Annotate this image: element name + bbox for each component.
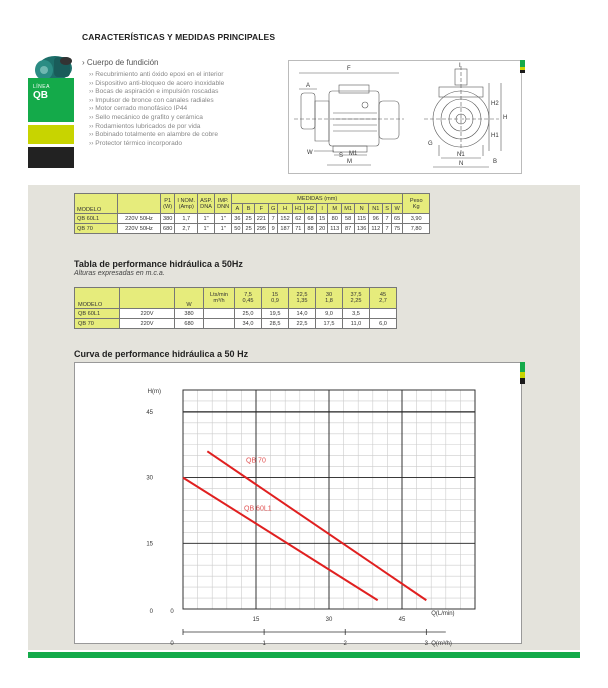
col-dim: B <box>243 204 254 214</box>
cell-head: 25,0 <box>235 309 262 319</box>
flow-m3h: 1,35 <box>296 298 308 304</box>
col-dim: H2 <box>304 204 316 214</box>
dim-label-A: A <box>306 83 311 89</box>
flow-lmin: 15 <box>271 292 279 298</box>
cell-head: 19,5 <box>262 309 289 319</box>
cell-dim: 50 <box>232 224 243 234</box>
col-dim: H1 <box>292 204 304 214</box>
col-dim: A <box>232 204 243 214</box>
col-modelo: MODELO <box>75 288 120 309</box>
col-flow <box>289 288 316 309</box>
cell-dim: 187 <box>278 224 292 234</box>
dim-label-B: B <box>493 159 498 165</box>
col-flow <box>235 288 262 309</box>
cell-modelo: QB 60L1 <box>75 309 120 319</box>
table-row <box>75 224 430 234</box>
dim-label-I: I <box>459 63 461 69</box>
cell-head: 3,5 <box>343 309 370 319</box>
feature-list <box>82 58 224 148</box>
cell-head: 14,0 <box>289 309 316 319</box>
brand-color-lime <box>28 125 74 144</box>
cell-dim: 20 <box>317 224 328 234</box>
col-flow <box>316 288 343 309</box>
flow-m3h: 2,7 <box>379 298 387 304</box>
col-dim: F <box>254 204 268 214</box>
x2-tick-label: 1 <box>262 641 266 647</box>
cell-head: 6,0 <box>370 319 397 329</box>
col-asp-unit: DNA <box>200 203 212 210</box>
labels-layer <box>146 389 454 647</box>
col-asp <box>198 194 215 214</box>
feature-item: ›› Sello mecánico de grafito y cerámica <box>89 113 203 121</box>
feature-item: ›› Impulsor de bronce con canales radiales <box>89 96 214 104</box>
cell-dim: 115 <box>354 214 368 224</box>
col-w: W <box>175 288 204 309</box>
cell-dim: 62 <box>292 214 304 224</box>
cell-dim: 15 <box>317 214 328 224</box>
chart-svg <box>75 363 521 647</box>
dim-label-H2: H2 <box>491 101 499 107</box>
col-asp-label: ASP. <box>200 197 213 204</box>
cell-asp: 1" <box>198 214 215 224</box>
cell-head: 34,0 <box>235 319 262 329</box>
col-imp <box>215 194 232 214</box>
feature-item: ›› Rodamientos lubricados de por vida <box>89 122 201 130</box>
col-imp-unit: DNN <box>217 203 230 210</box>
cell-dim: 25 <box>243 214 254 224</box>
cell-w: 380 <box>175 309 204 319</box>
col-peso <box>403 194 430 214</box>
y-tick-label: 15 <box>146 541 153 548</box>
cell-dim: 88 <box>304 224 316 234</box>
dim-label-W: W <box>307 150 313 156</box>
flow-m3h: 0,9 <box>271 298 279 304</box>
spec-header-row-1 <box>75 194 430 204</box>
cell-dim: 7 <box>383 224 392 234</box>
dim-label-H1: H1 <box>491 133 499 139</box>
y-tick-label: 45 <box>146 409 153 416</box>
cell-units <box>204 319 235 329</box>
cell-dim: 221 <box>254 214 268 224</box>
x-tick-label: 45 <box>398 617 406 623</box>
x-tick-label: 30 <box>325 617 333 623</box>
cell-dim: 96 <box>369 214 383 224</box>
table-row <box>75 214 430 224</box>
col-modelo: MODELO <box>75 194 118 214</box>
col-dim: S <box>383 204 392 214</box>
page-title: CARACTERÍSTICAS Y MEDIDAS PRINCIPALES <box>82 32 276 42</box>
cell-dim: 36 <box>232 214 243 224</box>
perf-header-row <box>75 288 397 309</box>
feature-item: ›› Bocas de aspiración e impulsión roscadas <box>89 88 219 96</box>
brand-stripes-chart <box>520 362 525 384</box>
table-row <box>75 319 397 329</box>
cell-dim: 58 <box>342 214 355 224</box>
col-dim: W <box>391 204 402 214</box>
cell-peso: 7,80 <box>403 224 430 234</box>
brand-stripes-top <box>520 60 525 73</box>
dim-label-N: N <box>459 161 464 167</box>
cell-imp: 1" <box>215 214 232 224</box>
curve-qb-70 <box>207 451 426 600</box>
cell-p1: 380 <box>161 214 175 224</box>
dimension-drawing <box>288 60 522 174</box>
col-p1-unit: (W) <box>163 203 173 210</box>
curve-label-qb-70: QB 70 <box>246 457 266 465</box>
col-units <box>204 288 235 309</box>
cell-dim: 112 <box>369 224 383 234</box>
y-tick-label: 0 <box>149 609 153 615</box>
cell-imp: 1" <box>215 224 232 234</box>
feature-item: ›› Recubrimiento anti óxido epoxi en el interior <box>89 71 224 78</box>
cell-modelo: QB 70 <box>75 319 120 329</box>
units-m3h: m³/h <box>213 298 225 304</box>
cell-head: 28,5 <box>262 319 289 329</box>
x-axis-label: Q(L/min) <box>431 611 455 617</box>
col-inom-unit: (Amp) <box>178 203 194 210</box>
perf-table-title: Tabla de performance hidráulica a 50Hz <box>74 259 243 269</box>
cell-dim: 68 <box>304 214 316 224</box>
cell-head: 9,0 <box>316 309 343 319</box>
col-dim: M <box>328 204 342 214</box>
flow-m3h: 1,8 <box>325 298 333 304</box>
cell-dim: 75 <box>391 224 402 234</box>
col-p1-label: P1 <box>164 197 172 204</box>
performance-table <box>74 287 397 329</box>
cell-power: 220V 50Hz <box>118 214 161 224</box>
cell-dim: 80 <box>328 214 342 224</box>
col-voltage <box>120 288 175 309</box>
units-lmin: Lts/min <box>209 292 229 298</box>
cell-inom: 1,7 <box>175 214 198 224</box>
dim-label-N1: N1 <box>457 152 465 158</box>
col-flow <box>262 288 289 309</box>
col-flow <box>370 288 397 309</box>
col-dim: I <box>317 204 328 214</box>
cell-w: 680 <box>175 319 204 329</box>
cell-voltage: 220V <box>120 309 175 319</box>
series-layer <box>183 451 426 600</box>
x-tick-label: 15 <box>252 617 260 623</box>
flow-lmin: 22,5 <box>296 292 308 298</box>
brand-color-black <box>28 147 74 168</box>
perf-table-subtitle: Alturas expresadas en m.c.a. <box>74 270 165 277</box>
y-axis-label: H(m) <box>147 389 161 395</box>
dim-label-S: S <box>339 153 344 159</box>
col-dim: H <box>278 204 292 214</box>
cell-dim: 71 <box>292 224 304 234</box>
table-row <box>75 309 397 319</box>
line-badge-label: LÍNEA <box>33 84 50 90</box>
cell-dim: 65 <box>391 214 402 224</box>
col-dim: G <box>269 204 278 214</box>
feature-item: ›› Protector térmico incorporado <box>89 139 183 147</box>
cell-head <box>370 309 397 319</box>
col-inom-label: I NOM. <box>177 197 196 204</box>
cell-head: 17,5 <box>316 319 343 329</box>
spec-table <box>74 193 430 234</box>
cell-dim: 7 <box>269 214 278 224</box>
flow-m3h: 2,25 <box>350 298 362 304</box>
x2-tick-label: 2 <box>343 641 347 647</box>
line-badge-name: QB <box>33 90 48 101</box>
cell-head: 22,5 <box>289 319 316 329</box>
dim-label-G: G <box>428 141 433 147</box>
x2-tick-label: 3 <box>424 641 429 647</box>
cell-inom: 2,7 <box>175 224 198 234</box>
flow-lmin: 30 <box>325 292 333 298</box>
flow-m3h: 0,45 <box>242 298 254 304</box>
col-power <box>118 194 161 214</box>
col-dim: N1 <box>369 204 383 214</box>
performance-curve-chart <box>74 362 522 647</box>
cell-dim: 25 <box>243 224 254 234</box>
col-medidas: MEDIDAS (mm) <box>232 194 403 204</box>
cell-voltage: 220V <box>120 319 175 329</box>
cell-units <box>204 309 235 319</box>
cell-dim: 136 <box>354 224 368 234</box>
dim-label-M: M <box>347 159 352 165</box>
col-dim: M1 <box>342 204 355 214</box>
cell-dim: 87 <box>342 224 355 234</box>
dim-label-M1: M1 <box>349 151 358 157</box>
cell-p1: 680 <box>161 224 175 234</box>
curve-label-qb-60l1: QB 60L1 <box>244 505 272 513</box>
cell-dim: 113 <box>328 224 342 234</box>
flow-lmin: 45 <box>379 292 387 298</box>
cell-head: 11,0 <box>343 319 370 329</box>
curve-title: Curva de performance hidráulica a 50 Hz <box>74 349 249 359</box>
cell-peso: 3,90 <box>403 214 430 224</box>
dim-label-H: H <box>503 115 508 121</box>
col-flow <box>343 288 370 309</box>
feature-item: ›› Dispositivo anti-bloqueo de acero inoxidable <box>89 79 225 87</box>
footer-bar <box>28 652 580 658</box>
line-badge <box>28 78 74 122</box>
flow-lmin: 7,5 <box>244 292 252 298</box>
col-p1 <box>161 194 175 214</box>
col-imp-label: IMP. <box>217 197 229 204</box>
cell-asp: 1" <box>198 224 215 234</box>
cell-dim: 152 <box>278 214 292 224</box>
feature-heading: › Cuerpo de fundición <box>82 58 159 67</box>
cell-power: 220V 50Hz <box>118 224 161 234</box>
x-tick-label: 0 <box>170 609 174 615</box>
col-inom <box>175 194 198 214</box>
dim-label-F: F <box>347 66 351 72</box>
y-tick-label: 30 <box>146 475 153 482</box>
cell-dim: 295 <box>254 224 268 234</box>
cell-modelo: QB 60L1 <box>75 214 118 224</box>
col-peso-label: Peso <box>409 197 423 204</box>
col-dim: N <box>354 204 368 214</box>
cell-dim: 9 <box>269 224 278 234</box>
feature-item: ›› Motor cerrado monofásico IP44 <box>89 105 188 113</box>
col-peso-unit: Kg <box>412 203 420 210</box>
feature-item: ›› Bobinado totalmente en alambre de cobre <box>89 131 219 139</box>
flow-lmin: 37,5 <box>350 292 362 298</box>
x2-tick-label: 0 <box>170 641 174 647</box>
cell-modelo: QB 70 <box>75 224 118 234</box>
cell-dim: 7 <box>383 214 392 224</box>
x2-axis-label: Q(m³/h) <box>431 641 452 647</box>
